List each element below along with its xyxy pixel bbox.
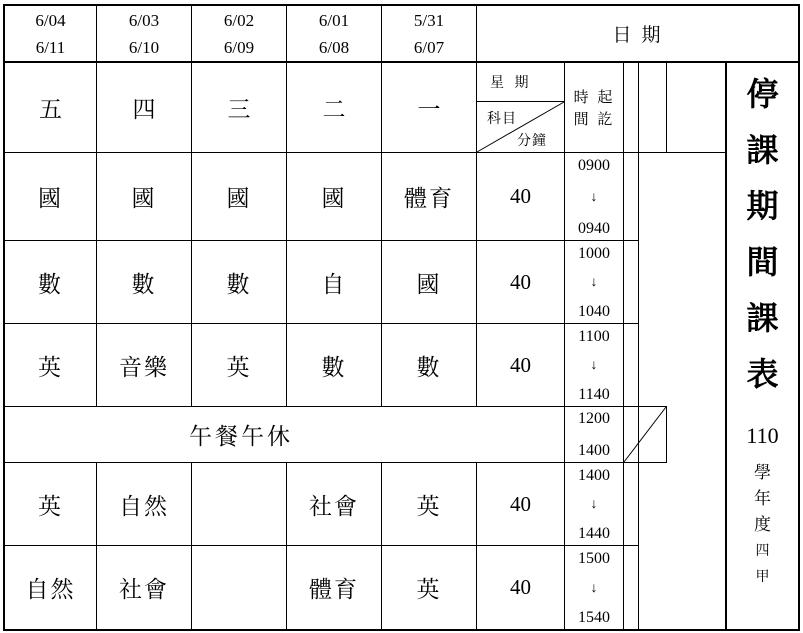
subject-cell: 數 — [321, 354, 347, 381]
title-char: 表 — [746, 355, 779, 393]
end-time: 0940 — [578, 220, 610, 237]
time-header — [565, 63, 623, 152]
date-bottom: 6/10 — [128, 37, 160, 57]
subject-cell: 自然 — [25, 577, 76, 603]
subject-cell: 數 — [131, 271, 157, 298]
end-time: 1540 — [578, 609, 610, 626]
start-time: 0900 — [578, 157, 610, 174]
date-bottom: 6/11 — [35, 37, 66, 57]
school-year: 110 — [746, 423, 779, 448]
grade-char: 甲 — [755, 568, 770, 585]
date-cell-mon — [382, 6, 476, 61]
subject-cell: 英 — [416, 577, 442, 603]
title-char: 課 — [746, 131, 779, 169]
down-arrow-icon: ↓ — [590, 580, 598, 596]
time-label-2: 間 訖 — [573, 109, 615, 128]
subject-cell: 國 — [416, 271, 442, 298]
date-top: 6/04 — [35, 10, 66, 30]
subject-cell: 英 — [416, 493, 442, 520]
time-cell — [565, 463, 623, 545]
weekday-thu: 四 — [132, 97, 156, 123]
grade-char: 四 — [755, 542, 770, 559]
subject-cell: 自 — [321, 271, 347, 298]
lunch-time-cell — [565, 407, 623, 462]
subject-cell: 數 — [226, 271, 252, 298]
time-cell — [565, 546, 623, 629]
title-char: 課 — [746, 299, 779, 337]
subject-cell: 英 — [38, 354, 63, 381]
subject-cell: 體育 — [309, 577, 359, 603]
minutes-cell: 40 — [510, 184, 531, 208]
diag-subject-label: 科目 — [487, 111, 517, 127]
subject-cell: 國 — [226, 186, 252, 212]
minutes-cell: 40 — [510, 352, 531, 377]
lunch-break-label: 午餐午休 — [189, 424, 293, 450]
start-time: 1400 — [578, 467, 610, 484]
date-top: 6/01 — [318, 10, 350, 30]
subject-cell — [192, 463, 286, 545]
date-cell-tue — [287, 6, 381, 61]
down-arrow-icon: ↓ — [590, 189, 598, 205]
start-time: 1200 — [578, 410, 610, 427]
subject-cell: 國 — [131, 186, 157, 212]
grade-char: 年 — [754, 488, 771, 509]
start-time: 1100 — [578, 328, 610, 345]
start-time: 1500 — [578, 550, 610, 567]
class-label — [727, 452, 798, 597]
date-top: 6/03 — [128, 10, 160, 30]
weekday-tue: 二 — [322, 97, 346, 123]
time-cell — [565, 153, 623, 240]
date-cell-thu — [97, 6, 191, 61]
minutes-cell: 40 — [510, 269, 531, 294]
subject-cell: 數 — [38, 271, 63, 298]
end-time: 1040 — [578, 303, 610, 320]
page-title — [727, 66, 798, 396]
time-cell — [565, 324, 623, 406]
subject-cell: 社會 — [309, 493, 359, 520]
weekday-fri: 五 — [39, 97, 62, 123]
down-arrow-icon: ↓ — [590, 275, 598, 290]
subject-cell: 社會 — [119, 577, 169, 603]
diag-week-label: 星 期 — [490, 75, 532, 91]
subject-cell: 數 — [416, 354, 442, 381]
weekday-wed: 三 — [227, 97, 251, 123]
date-top: 5/31 — [413, 10, 445, 30]
diag-minutes-label: 分鐘 — [517, 133, 547, 149]
end-time: 1140 — [578, 386, 610, 403]
time-cell — [565, 241, 623, 323]
subject-cell: 英 — [226, 354, 252, 381]
minutes-cell: 40 — [510, 491, 531, 516]
subject-cell: 體育 — [404, 186, 454, 212]
date-top: 6/02 — [223, 10, 255, 30]
end-time: 1400 — [578, 442, 610, 459]
minutes-cell: 40 — [510, 575, 531, 599]
time-label-1: 時 起 — [573, 87, 615, 106]
subject-cell: 音樂 — [119, 354, 169, 381]
start-time: 1000 — [578, 245, 610, 262]
date-label: 日 期 — [612, 24, 663, 46]
down-arrow-icon: ↓ — [590, 497, 598, 512]
subject-cell: 英 — [38, 493, 63, 520]
subject-cell: 國 — [321, 186, 347, 212]
title-char: 期 — [746, 187, 779, 225]
date-bottom: 6/07 — [413, 37, 445, 57]
down-arrow-icon: ↓ — [590, 358, 598, 373]
date-cell-fri — [5, 6, 96, 61]
grade-char: 學 — [754, 462, 771, 483]
title-char: 停 — [746, 75, 779, 113]
title-char: 間 — [746, 243, 779, 281]
subject-cell: 自然 — [119, 493, 169, 520]
weekday-mon: 一 — [417, 97, 441, 123]
end-time: 1440 — [578, 525, 610, 542]
date-bottom: 6/08 — [318, 37, 350, 57]
date-cell-wed — [192, 6, 286, 61]
subject-cell — [192, 546, 286, 629]
grade-char: 度 — [754, 514, 771, 535]
subject-cell: 國 — [38, 186, 63, 212]
date-bottom: 6/09 — [223, 37, 255, 57]
